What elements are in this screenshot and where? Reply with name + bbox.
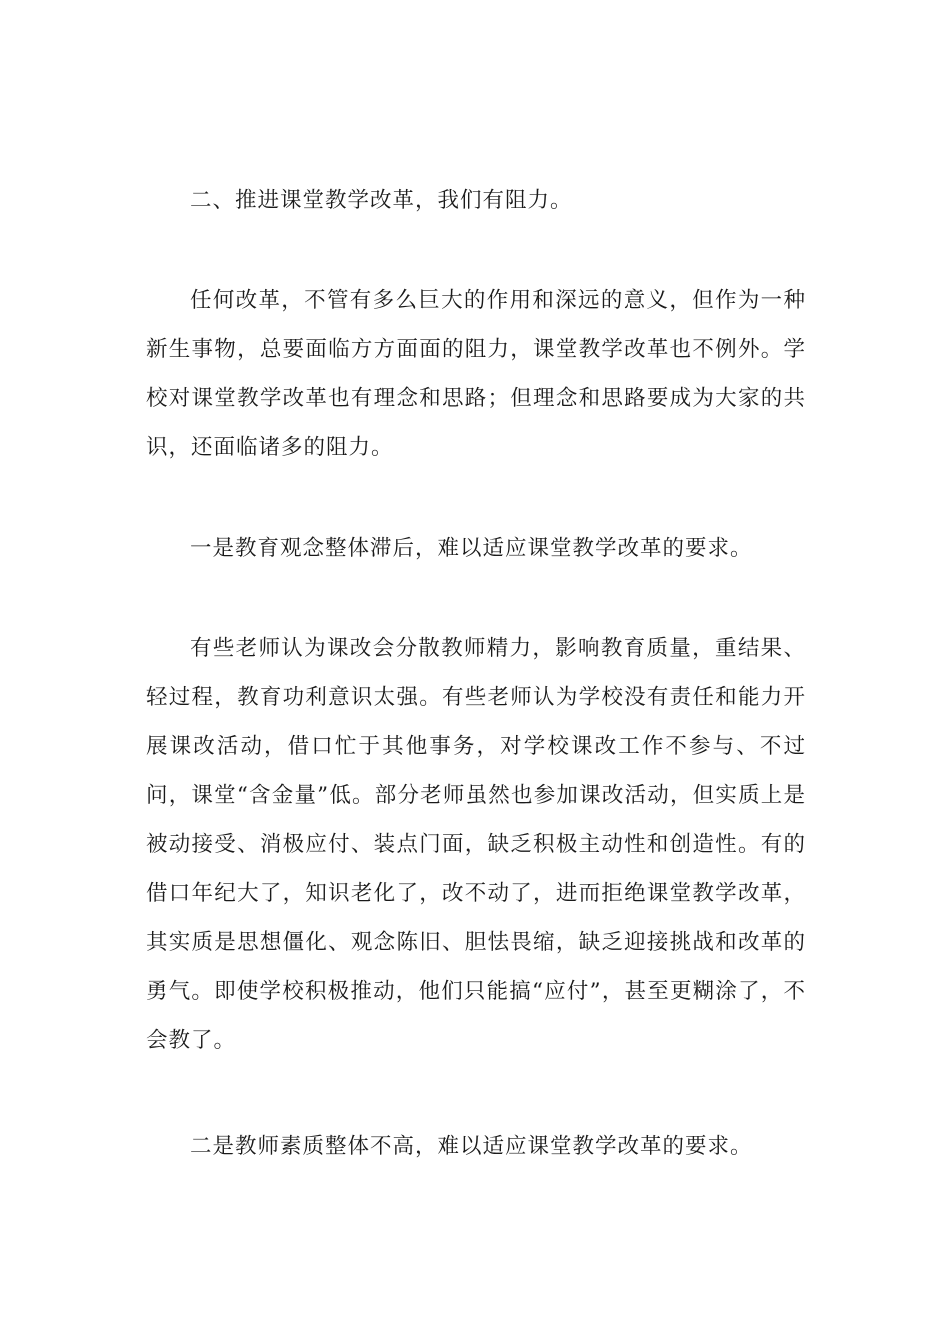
section-heading: 二、推进课堂教学改革，我们有阻力。: [190, 188, 573, 213]
body-paragraph: 有些老师认为课改会分散教师精力，影响教育质量，重结果、轻过程，教育功利意识太强。有些老师认为学校没有责任和能力开展课改活动，借口忙于其他事务，对学校课改工作不参与、不过问，课堂“含金量”低。部分老师虽然也参加课改活动，但实质上是被动接受、消极应付、装点门面，缺乏积极主动性和创造性。有的借口年纪大了，知识老化了，改不动了，进而拒绝课堂教学改革，其实质是思想僵化、观念陈旧、胆怯畏缩，缺乏迎接挑战和改革的勇气。即使学校积极推动，他们只能搞“应付”，甚至更糊涂了，不会教了。: [146, 636, 806, 1053]
point-heading: 二是教师素质整体不高，难以适应课堂教学改革的要求。: [190, 1134, 753, 1159]
body-paragraph: 任何改革，不管有多么巨大的作用和深远的意义，但作为一种新生事物，总要面临方方面面的阻力，课堂教学改革也不例外。学校对课堂教学改革也有理念和思路；但理念和思路要成为大家的共识，还面临诸多的阻力。: [146, 288, 806, 460]
point-heading: 一是教育观念整体滞后，难以适应课堂教学改革的要求。: [190, 536, 753, 561]
